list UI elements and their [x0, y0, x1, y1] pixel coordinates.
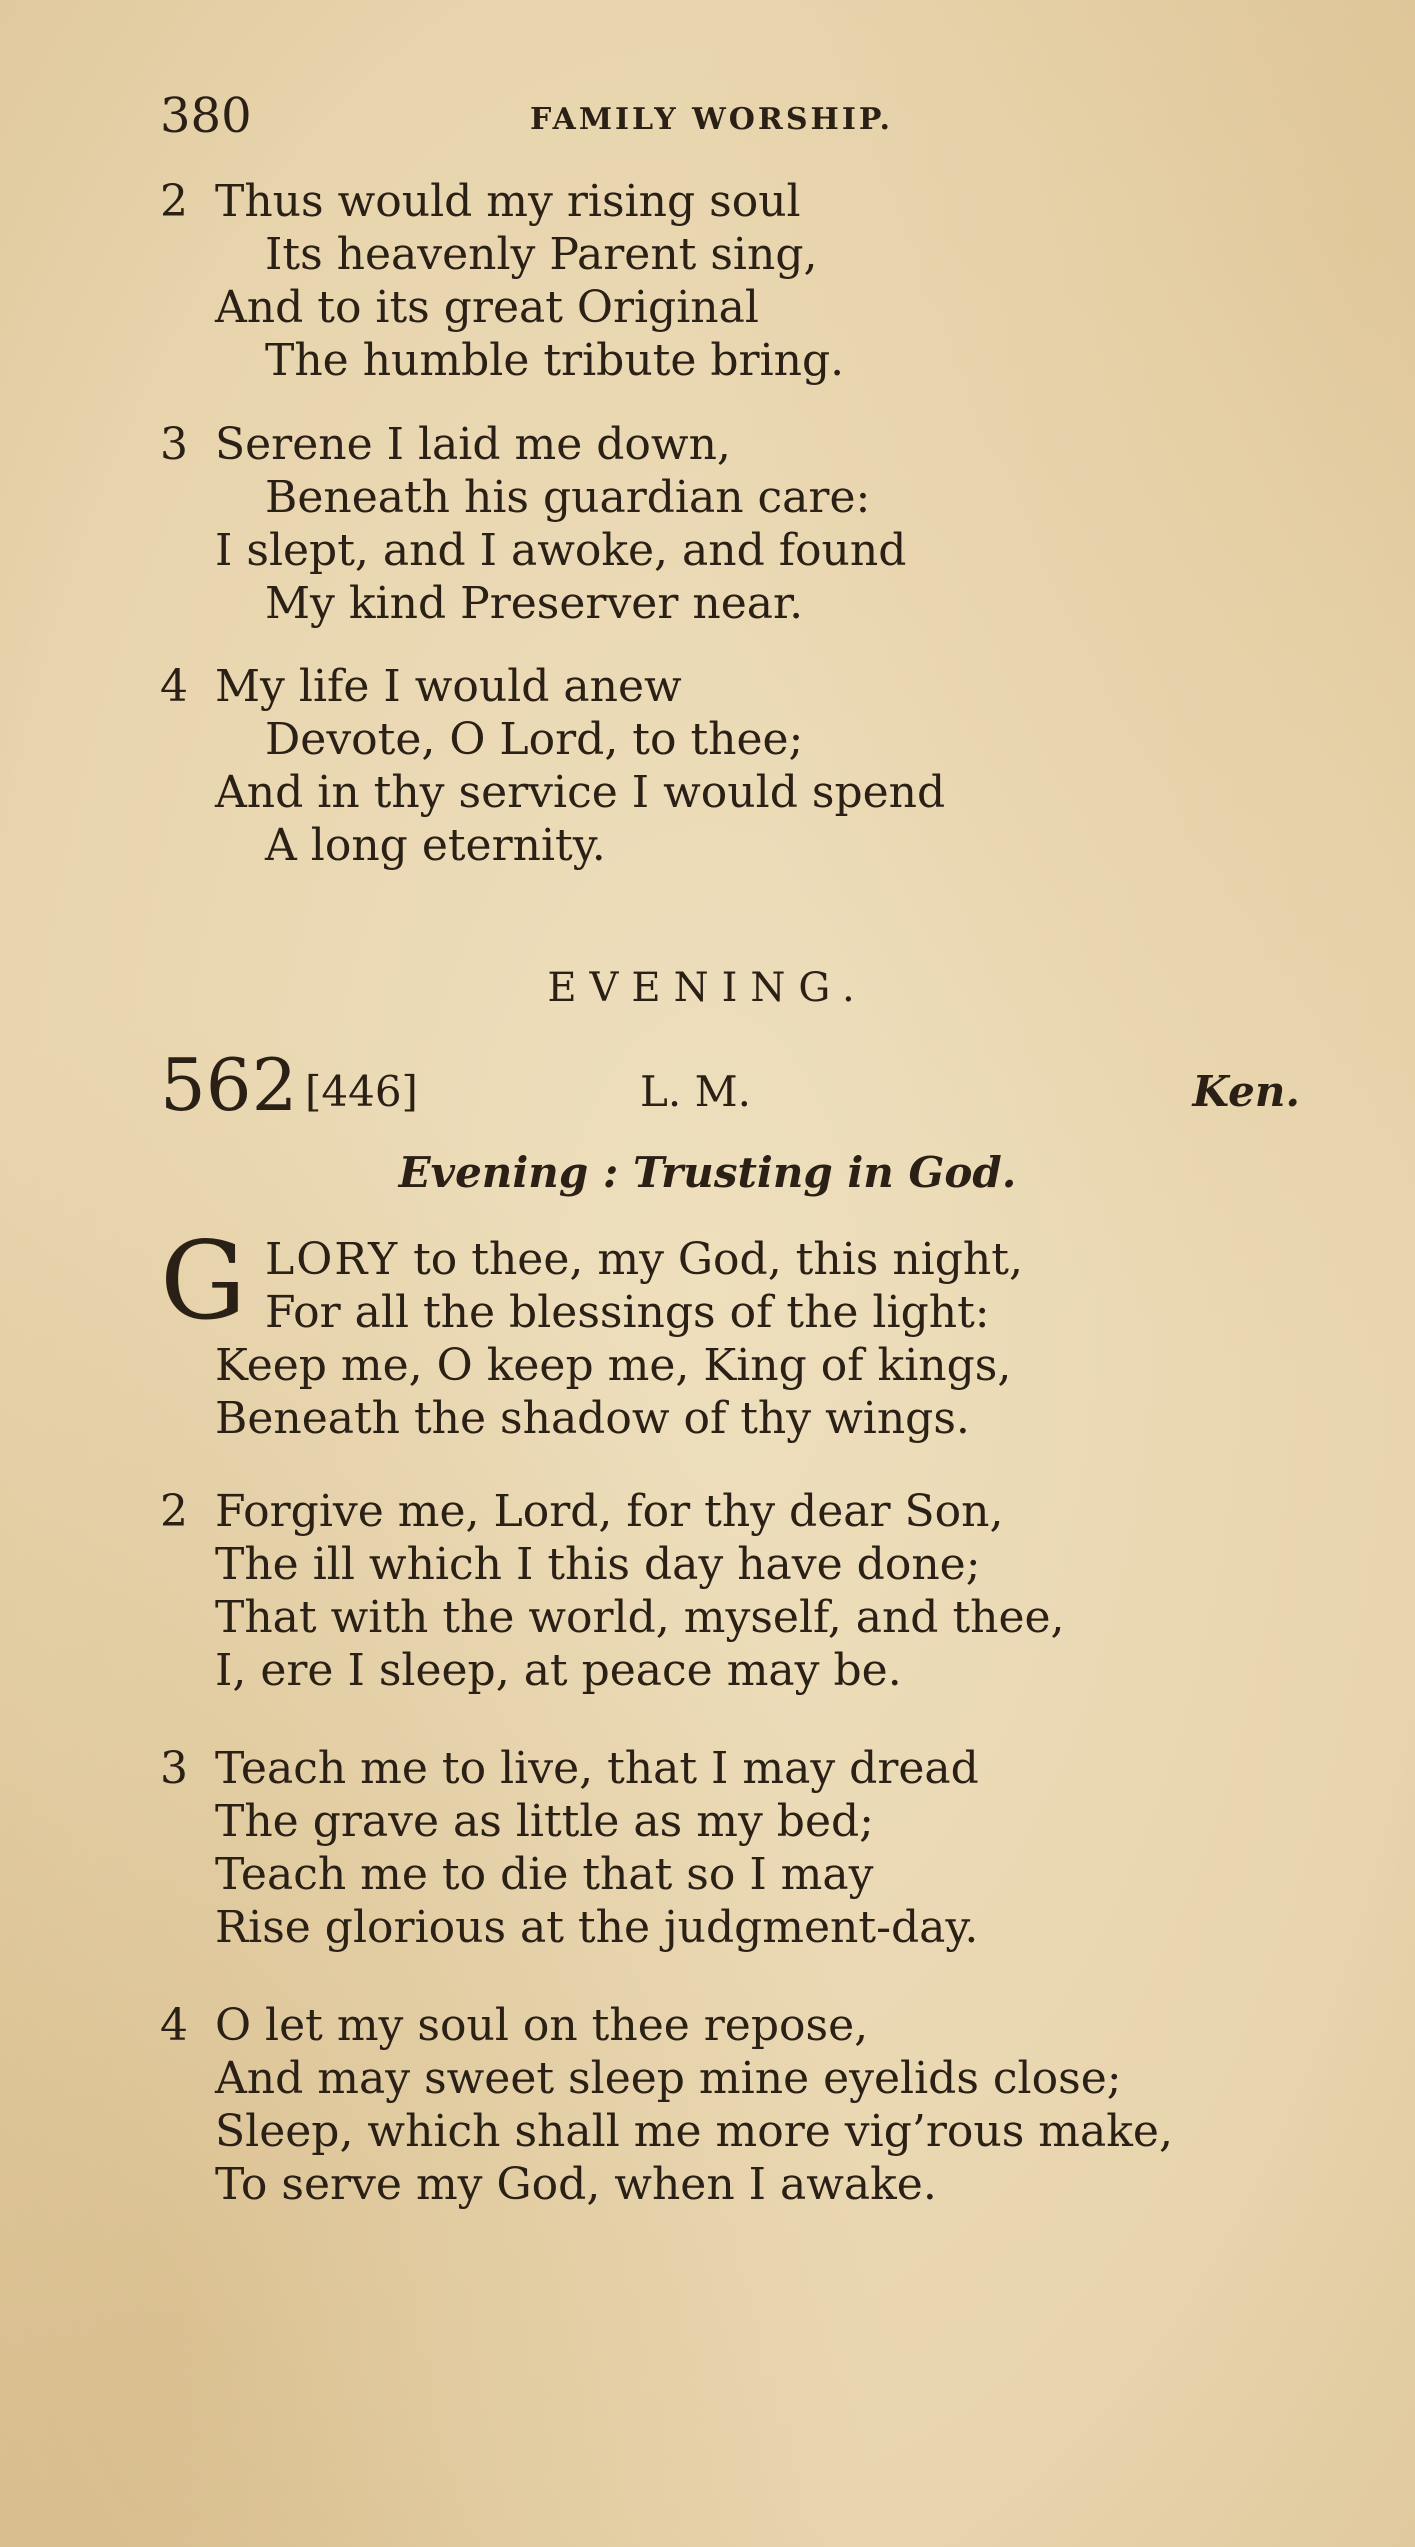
hymn-meter: L. M.: [640, 1067, 751, 1116]
verse-line: Devote, O Lord, to thee;: [265, 714, 804, 765]
verse-line: Teach me to die that so I may: [215, 1849, 874, 1900]
verse-line: And in thy service I would spend: [215, 767, 946, 818]
verse-line: My kind Preserver near.: [265, 578, 804, 629]
verse-line: 4 My life I would anew: [160, 661, 682, 712]
verse-line: That with the world, myself, and thee,: [215, 1592, 1065, 1643]
verse-line: Rise glorious at the judgment-day.: [215, 1902, 979, 1953]
verse-line: Beneath his guardian care:: [265, 472, 871, 523]
prev-stanza-2: [160, 175, 1320, 387]
running-title: FAMILY WORSHIP.: [530, 102, 893, 137]
verse-line: G LORY to thee, my God, this night,: [160, 1219, 1023, 1344]
stanza-number: 2: [160, 1486, 188, 1537]
stanza-number: 2: [160, 176, 188, 227]
hymn-old-number: [446]: [305, 1067, 418, 1116]
verse-line: To serve my God, when I awake.: [215, 2159, 937, 2210]
verse-line: 3 Teach me to live, that I may dread: [160, 1743, 979, 1794]
verse-line: Keep me, O keep me, King of kings,: [215, 1340, 1012, 1391]
verse-line: And may sweet sleep mine eyelids close;: [215, 2053, 1122, 2104]
section-heading: EVENING.: [547, 965, 868, 1011]
running-head: [160, 88, 1210, 148]
verse-line: I slept, and I awoke, and found: [215, 525, 907, 576]
stanza-number: 3: [160, 1743, 188, 1794]
hymn-subtitle: Evening : Trusting in God.: [398, 1148, 1017, 1197]
hymn-stanza-4: [160, 1999, 1320, 2211]
hymn-author: Ken.: [1192, 1067, 1300, 1116]
verse-line: 2 Thus would my rising soul: [160, 176, 801, 227]
hymn-stanza-2: [160, 1485, 1320, 1697]
verse-line: Its heavenly Parent sing,: [265, 229, 818, 280]
stanza-number: 4: [160, 2000, 188, 2051]
stanza-number: 3: [160, 419, 188, 470]
verse-line: Beneath the shadow of thy wings.: [215, 1393, 970, 1444]
verse-line: 2 Forgive me, Lord, for thy dear Son,: [160, 1486, 1004, 1537]
verse-line: The humble tribute bring.: [265, 335, 845, 386]
stanza-number: 4: [160, 661, 188, 712]
hymn-number: 562: [160, 1043, 298, 1127]
prev-stanza-3: [160, 418, 1320, 630]
verse-line: And to its great Original: [215, 282, 759, 333]
hymn-stanza-3: [160, 1742, 1320, 1954]
verse-line: Sleep, which shall me more vig’rous make,: [215, 2106, 1173, 2157]
verse-line: 4 O let my soul on thee repose,: [160, 2000, 869, 2051]
hymn-header: [160, 1045, 1300, 1125]
verse-line: I, ere I sleep, at peace may be.: [215, 1645, 902, 1696]
verse-line: A long eternity.: [265, 820, 606, 871]
drop-cap: G: [160, 1219, 247, 1344]
verse-line: 3 Serene I laid me down,: [160, 419, 731, 470]
first-word: LORY: [265, 1234, 400, 1285]
page-number: 380: [160, 88, 252, 144]
prev-stanza-4: [160, 660, 1320, 872]
verse-line: The grave as little as my bed;: [215, 1796, 874, 1847]
verse-line: The ill which I this day have done;: [215, 1539, 981, 1590]
verse-line: For all the blessings of the light:: [265, 1287, 990, 1338]
hymn-stanza-1: [160, 1219, 1320, 1445]
